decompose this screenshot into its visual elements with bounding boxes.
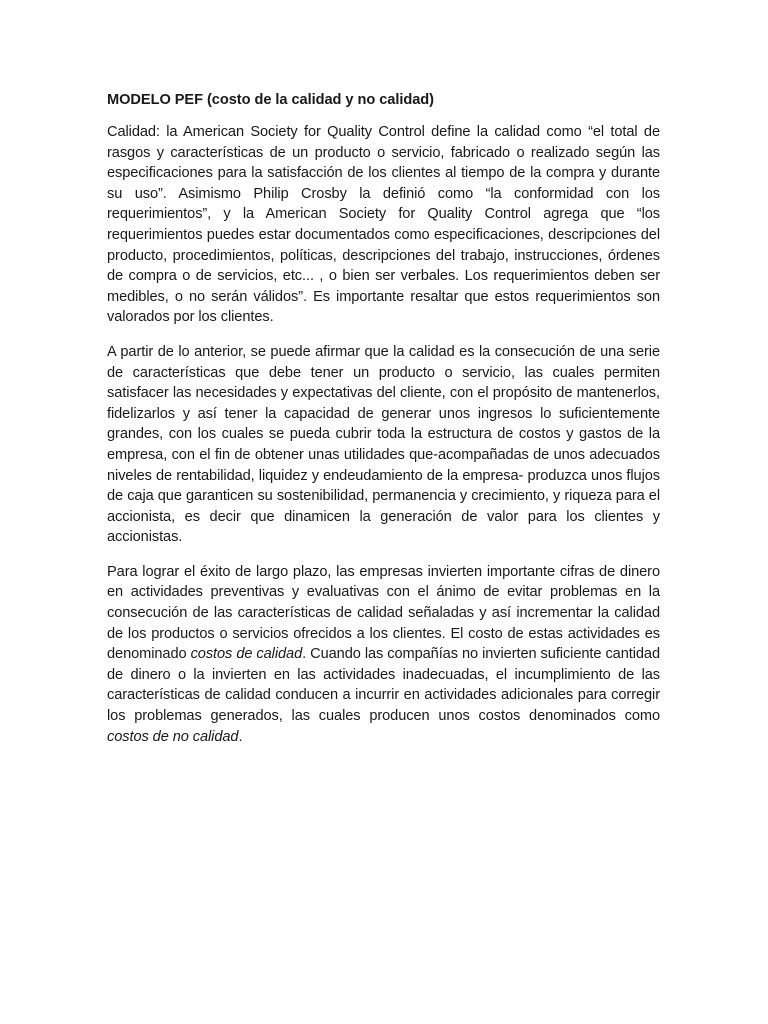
term-costos-de-calidad: costos de calidad bbox=[190, 646, 303, 663]
document-title: MODELO PEF (costo de la calidad y no calidad) bbox=[107, 92, 434, 108]
paragraph-3-text-1: Para lograr el éxito de largo plazo, las empresas invierten importante cifras de dinero en actividades preventivas y evaluativas con el ánimo de evitar problemas en la consecución de las características de calidad señaladas y así incrementar la calidad de los productos o servicios ofrecidos a los clientes. El costo de estas actividades es denominado bbox=[107, 563, 660, 663]
paragraph-quality-definition: Calidad: la American Society for Quality Control define la calidad como “el total de rasgos y características de un producto o servicio, fabricado o realizado según las especificaciones para la satisfacción de los clientes al tiempo de la compra y durante su uso”. Asimismo Philip Crosby la definió como “la conformidad con los requerimientos”, y la American Society for Quality Control agrega que “los requerimientos puedes estar documentados como especificaciones, descripciones del producto, procedimientos, políticas, descripciones del trabajo, instrucciones, órdenes de compra o de servicios, etc... , o bien ser verbales. Los requerimientos deben ser medibles, o no serán válidos”. Es importante resaltar que estos requerimientos son valorados por los clientes. bbox=[107, 124, 660, 326]
paragraph-quality-costs bbox=[107, 562, 660, 747]
paragraph-3-text-3: . bbox=[238, 728, 243, 745]
paragraph-3-text-2: . Cuando las compañías no invierten suficiente cantidad de dinero o la invierten en las actividades inadecuadas, el incumplimiento de las características de calidad conducen a incurrir en actividades adicionales para corregir los problemas generados, las cuales producen unos costos denominados como bbox=[107, 646, 660, 725]
term-costos-de-no-calidad: costos de no calidad bbox=[107, 728, 239, 745]
document-page bbox=[107, 90, 660, 761]
paragraph-quality-consequences: A partir de lo anterior, se puede afirmar que la calidad es la consecución de una serie de características que debe tener un producto o servicio, las cuales permiten satisfacer las necesidades y expectativas del cliente, con el propósito de mantenerlos, fidelizarlos y así tener la capacidad de generar unos ingresos lo suficientemente grandes, con los cuales se pueda cubrir toda la estructura de costos y gastos de la empresa, con el fin de obtener unas utilidades que-acompañadas de unos adecuados niveles de rentabilidad, liquidez y endeudamiento de la empresa- produzca unos flujos de caja que garanticen su sostenibilidad, permanencia y crecimiento, y riqueza para el accionista, es decir que dinamicen la generación de valor para los clientes y accionistas. bbox=[107, 343, 660, 546]
